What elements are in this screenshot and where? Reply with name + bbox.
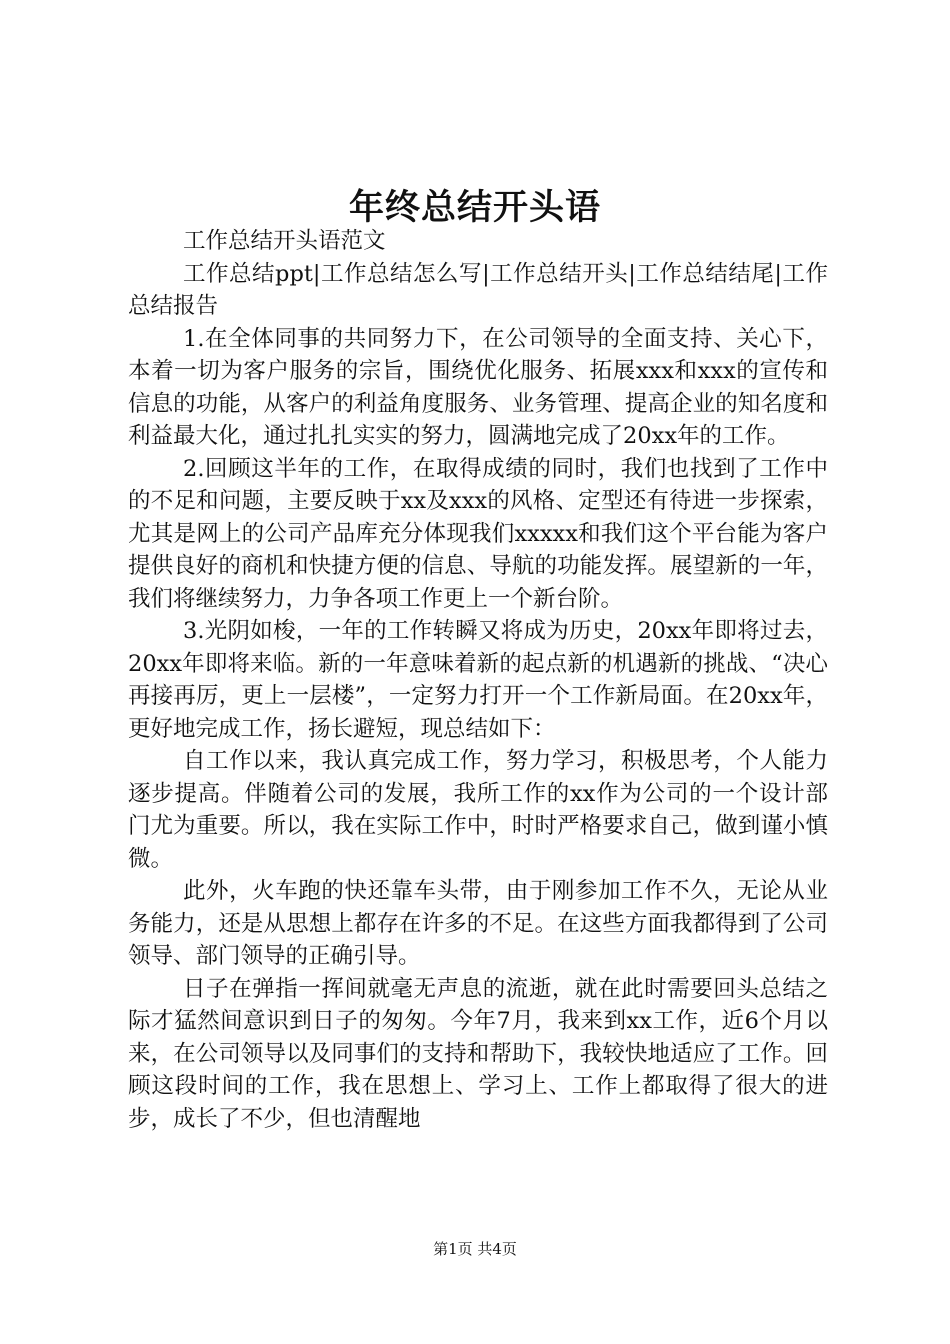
body-paragraph-4: 自工作以来，我认真完成工作，努力学习，积极思考，个人能力逐步提高。伴随着公司的发展，我所工作的xx作为公司的一个设计部门尤为重要。所以，我在实际工作中，时时严格要求自己，做到谨小慎微。: [128, 748, 828, 872]
topic-links-paragraph: 工作总结ppt|工作总结怎么写|工作总结开头|工作总结结尾|工作总结报告: [128, 260, 828, 319]
body-paragraph-3: 3.光阴如梭，一年的工作转瞬又将成为历史，20xx年即将过去，20xx年即将来临。新的一年意味着新的起点新的机遇新的挑战、“决心再接再厉，更上一层楼”，一定努力打开一个工作新局面。在20xx年，更好地完成工作，扬长避短，现总结如下：: [128, 618, 828, 742]
body-paragraph-6: 日子在弹指一挥间就毫无声息的流逝，就在此时需要回头总结之际才猛然间意识到日子的匆匆。今年7月，我来到xx工作，近6个月以来，在公司领导以及同事们的支持和帮助下，我较快地适应了工作。回顾这段时间的工作，我在思想上、学习上、工作上都取得了很大的进步，成长了不少，但也清醒地: [128, 975, 828, 1132]
body-paragraph-1: 1.在全体同事的共同努力下，在公司领导的全面支持、关心下，本着一切为客户服务的宗旨，围绕优化服务、拓展xxx和xxx的宣传和信息的功能，从客户的利益角度服务、业务管理、提高企业的知名度和利益最大化，通过扎扎实实的努力，圆满地完成了20xx年的工作。: [128, 325, 828, 449]
document-body: [128, 225, 828, 1135]
subtitle-paragraph: 工作总结开头语范文: [183, 228, 386, 254]
body-paragraph-2: 2.回顾这半年的工作，在取得成绩的同时，我们也找到了工作中的不足和问题，主要反映于xx及xxx的风格、定型还有待进一步探索，尤其是网上的公司产品库充分体现我们xxxxx和我们这个平台能为客户提供良好的商机和快捷方便的信息、导航的功能发挥。展望新的一年，我们将继续努力，力争各项工作更上一个新台阶。: [128, 455, 828, 612]
document-title: 年终总结开头语: [348, 188, 601, 228]
page-number-footer: 第1页 共4页: [433, 1240, 517, 1258]
body-paragraph-5: 此外，火车跑的快还靠车头带，由于刚参加工作不久，无论从业务能力，还是从思想上都存在许多的不足。在这些方面我都得到了公司领导、部门领导的正确引导。: [128, 878, 828, 969]
